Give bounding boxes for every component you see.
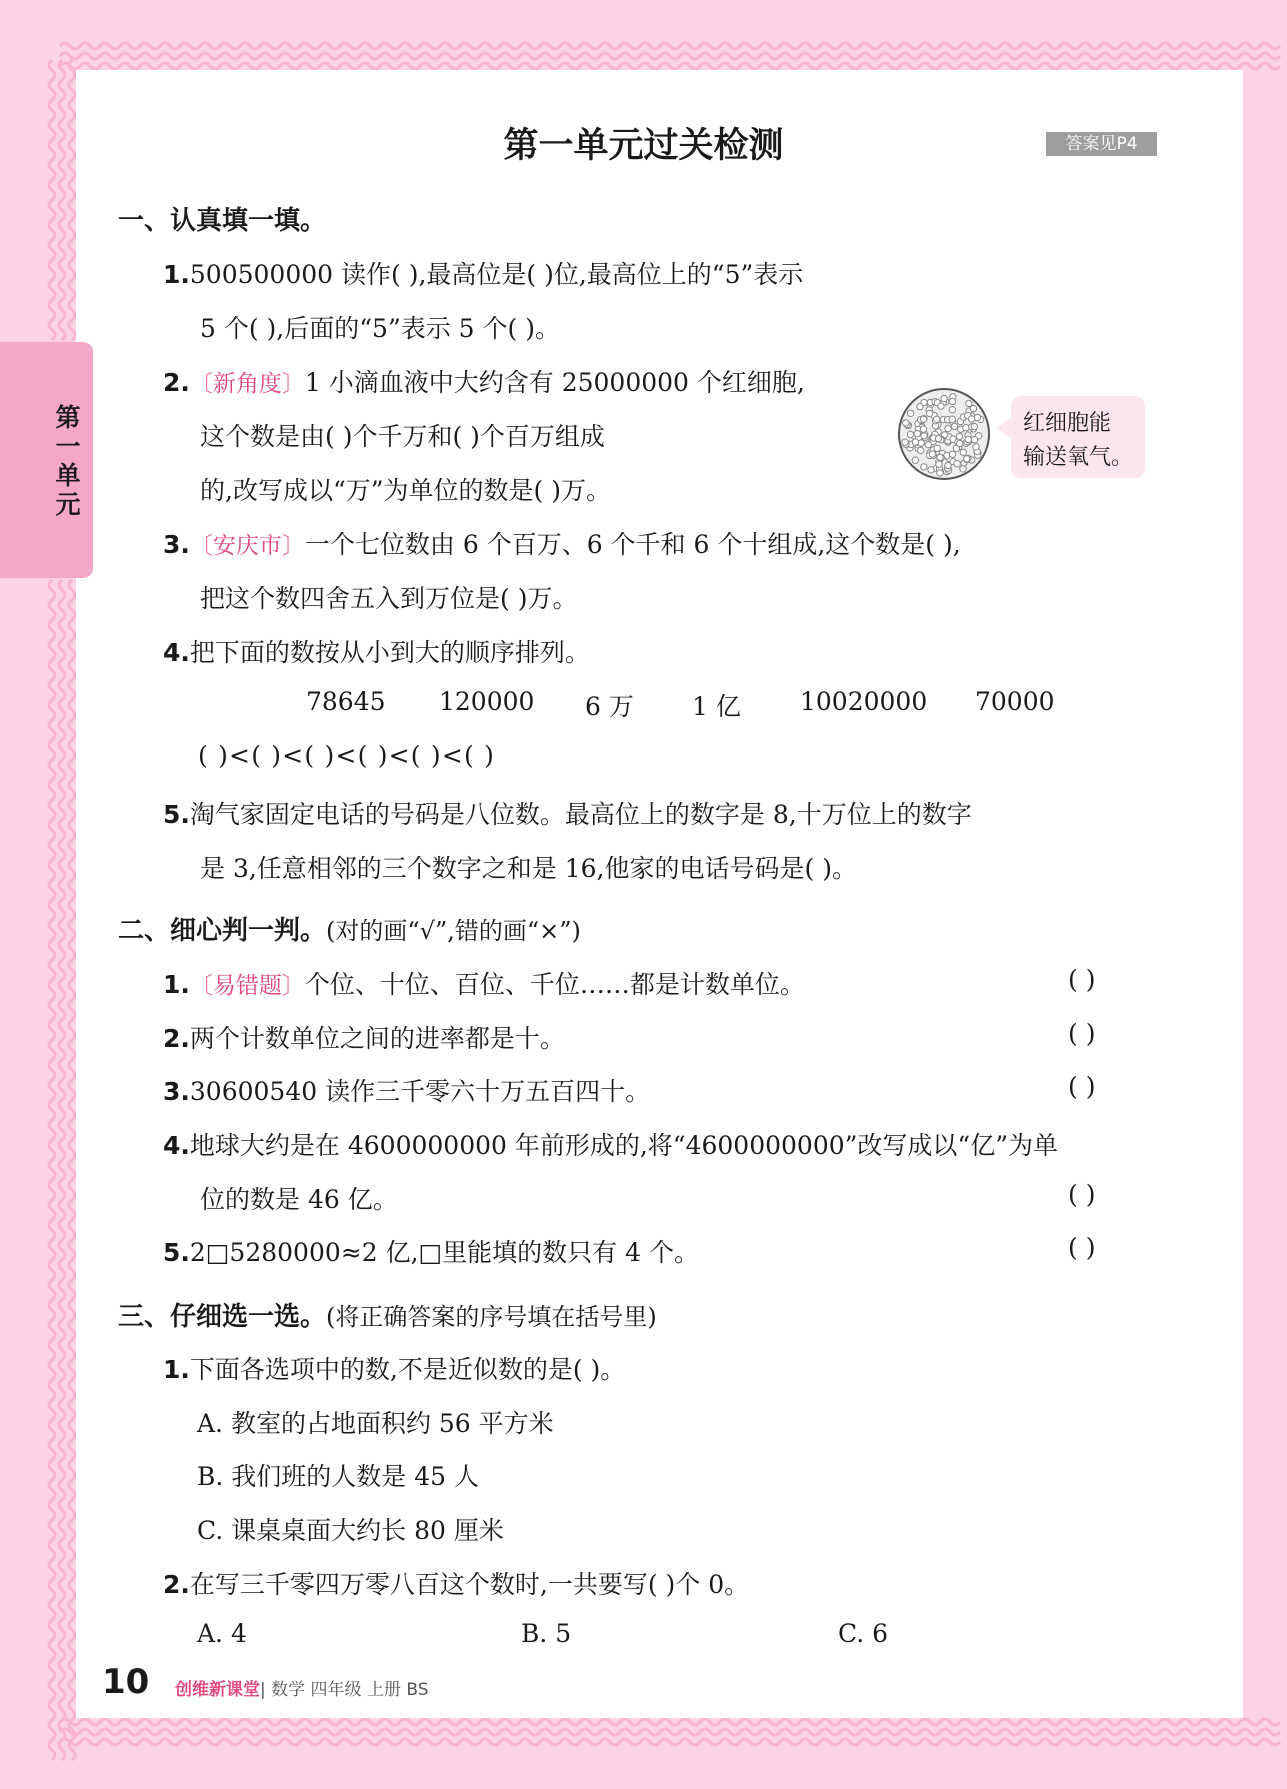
q1-1-line2: 5 个( ),后面的“5”表示 5 个( )。: [200, 314, 560, 343]
option-c[interactable]: C. 6: [838, 1619, 889, 1648]
q-text: 淘气家固定电话的号码是八位数。最高位上的数字是 8,十万位上的数字: [189, 800, 972, 829]
q1-2-line1: [163, 363, 805, 399]
q-text: 1 小滴血液中大约含有 25000000 个红细胞,: [304, 368, 805, 397]
number-item: 10020000: [800, 687, 928, 716]
ordering-blanks: ( )<( )<( )<( )<( )<( ): [198, 741, 496, 770]
q2-1: [163, 965, 805, 1001]
q-text: 地球大约是在 4600000000 年前形成的,将“4600000000”改写成以“亿”为单: [189, 1131, 1058, 1160]
option-a[interactable]: A. 教室的占地面积约 56 平方米: [197, 1409, 554, 1438]
q2-2: [163, 1019, 565, 1055]
q-text: 500500000 读作( ),最高位是( )位,最高位上的“5”表示: [189, 260, 804, 289]
q1-2-line3: 的,改写成以“万”为单位的数是( )万。: [200, 476, 611, 505]
q-tag: 〔安庆市〕: [189, 533, 305, 559]
number-item: 70000: [975, 687, 1055, 716]
q-number: 2.: [163, 1570, 190, 1599]
judge-blank[interactable]: ( ): [1068, 1019, 1096, 1048]
q-text: 两个计数单位之间的进率都是十。: [189, 1024, 565, 1053]
q1-1-line1: [163, 255, 803, 291]
q-tag: 〔易错题〕: [189, 973, 305, 999]
q-number: 2.: [163, 368, 190, 397]
number-item: 6 万: [585, 692, 634, 721]
q1-4-line1: [163, 633, 590, 669]
judge-blank[interactable]: ( ): [1068, 965, 1096, 994]
q1-3-line1: [163, 525, 961, 561]
section2-title: 二、细心判一判。: [118, 916, 327, 946]
q-text: 30600540 读作三千零六十万五百四十。: [189, 1077, 651, 1106]
option-b[interactable]: B. 5: [521, 1619, 572, 1648]
q1-2-line2: 这个数是由( )个千万和( )个百万组成: [200, 422, 605, 451]
q-number: 1.: [163, 260, 190, 289]
answer-reference-badge: 答案见P4: [1046, 132, 1157, 156]
section1-heading: 一、认真填一填。: [118, 206, 327, 236]
q-number: 5.: [163, 800, 190, 829]
number-item: 78645: [306, 687, 386, 716]
option-b[interactable]: B. 我们班的人数是 45 人: [197, 1462, 479, 1491]
q1-3-line2: 把这个数四舍五入到万位是( )万。: [200, 584, 578, 613]
q1-5-line1: [163, 795, 972, 831]
q-text: 2□5280000≈2 亿,□里能填的数只有 4 个。: [189, 1238, 699, 1267]
q3-2: [163, 1565, 749, 1601]
q-text: 一个七位数由 6 个百万、6 个千和 6 个十组成,这个数是( ),: [304, 530, 961, 559]
bubble-line2: 输送氧气。: [1023, 445, 1134, 470]
footer-brand: 创维新课堂: [175, 1680, 260, 1700]
q-text: 把下面的数按从小到大的顺序排列。: [189, 638, 590, 667]
judge-blank[interactable]: ( ): [1068, 1233, 1096, 1262]
q1-5-line2: 是 3,任意相邻的三个数字之和是 16,他家的电话号码是( )。: [200, 854, 857, 883]
unit-side-tab: [0, 342, 93, 578]
unit-side-tab-label: 第一单元: [52, 404, 81, 520]
option-a[interactable]: A. 4: [197, 1619, 247, 1648]
section2-heading: [118, 910, 581, 947]
q2-5: [163, 1233, 699, 1269]
option-c[interactable]: C. 课桌桌面大约长 80 厘米: [197, 1516, 504, 1545]
q2-4-line2: 位的数是 46 亿。: [200, 1185, 398, 1214]
page-title: 第一单元过关检测: [503, 126, 784, 166]
number-item: 120000: [439, 687, 535, 716]
q-number: 5.: [163, 1238, 190, 1267]
q-tag: 〔新角度〕: [189, 371, 305, 397]
q-number: 1.: [163, 970, 190, 999]
q-number: 3.: [163, 1077, 190, 1106]
section3-heading: [118, 1296, 657, 1333]
q-text: 下面各选项中的数,不是近似数的是( )。: [189, 1355, 626, 1384]
q-number: 4.: [163, 1131, 190, 1160]
q-number: 3.: [163, 530, 190, 559]
q-number: 4.: [163, 638, 190, 667]
speech-bubble: [1011, 396, 1145, 478]
page-number: 10: [102, 1662, 150, 1702]
section2-subtitle: (对的画“√”,错的画“×”): [326, 917, 581, 945]
number-item: 1 亿: [692, 692, 741, 721]
judge-blank[interactable]: ( ): [1068, 1180, 1096, 1209]
q2-4-line1: [163, 1126, 1058, 1162]
section3-subtitle: (将正确答案的序号填在括号里): [326, 1303, 657, 1331]
red-blood-cell-illustration: [896, 386, 992, 482]
q-text: 个位、十位、百位、千位……都是计数单位。: [304, 970, 805, 999]
judge-blank[interactable]: ( ): [1068, 1072, 1096, 1101]
q-number: 2.: [163, 1024, 190, 1053]
footer-details: | 数学 四年级 上册 BS: [260, 1680, 429, 1700]
q2-3: [163, 1072, 650, 1108]
footer-info: [175, 1675, 429, 1700]
q3-1: [163, 1350, 625, 1386]
bubble-line1: 红细胞能: [1023, 411, 1112, 436]
q-number: 1.: [163, 1355, 190, 1384]
q-text: 在写三千零四万零八百这个数时,一共要写( )个 0。: [189, 1570, 750, 1599]
section3-title: 三、仔细选一选。: [118, 1302, 327, 1332]
